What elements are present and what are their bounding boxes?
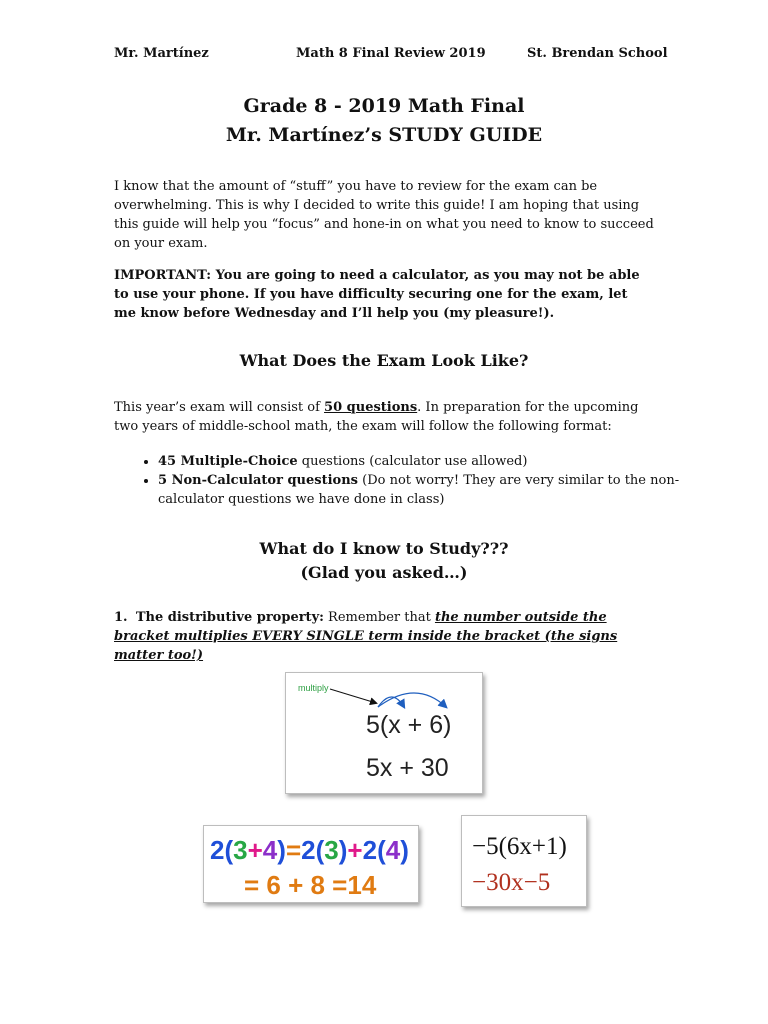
item1-number: 1. <box>114 610 128 625</box>
list-item-bold: 5 Non-Calculator questions <box>158 473 358 488</box>
result-text: 5x + 30 <box>366 754 449 782</box>
important-label: IMPORTANT: <box>114 268 212 283</box>
colorful-example-image <box>203 825 419 903</box>
list-item <box>158 471 698 509</box>
header-school: St. Brendan School <box>527 46 668 61</box>
distributive-figure-svg <box>286 673 482 793</box>
curved-arrow-icon <box>378 693 446 707</box>
expression-text: 5(x + 6) <box>366 711 452 739</box>
intro-paragraph: I know that the amount of “stuff” you have to review for the exam can be overwhelming. This is why I decided to write this guide! I am hoping that using this guide will help you “focus” and hone-in on what you need to know to succeed on your exam. <box>114 179 654 251</box>
exam-format-list <box>114 452 698 509</box>
multiply-annotation: multiply <box>298 683 329 693</box>
negative-result-text: −30x−5 <box>472 869 551 896</box>
negative-distribution-image <box>461 815 587 907</box>
header-course: Math 8 Final Review 2019 <box>296 46 486 61</box>
list-item-text: questions (calculator use allowed) <box>297 454 528 469</box>
colorful-line2: = 6 + 8 =14 <box>244 870 377 900</box>
page-subtitle: Mr. Martínez’s STUDY GUIDE <box>225 124 543 146</box>
exam-lead: This year’s exam will consist of <box>114 400 325 415</box>
negative-distribution-svg <box>462 816 586 906</box>
distributive-figure-image <box>285 672 483 794</box>
negative-expression-text: −5(6x+1) <box>472 833 567 860</box>
colorful-example-svg <box>204 826 418 902</box>
list-item-bold: 45 Multiple-Choice <box>158 454 298 469</box>
important-text: You are going to need a calculator, as you may not be able to use your phone. If you have difficulty securing one for the exam, let me know before Wednesday and I’ll help you (my pleasure!). <box>114 268 640 321</box>
header-author: Mr. Martínez <box>114 46 209 61</box>
item1-emphasis: the number outside the bracket multiplies EVERY SINGLE term inside the bracket (the signs matter too!) <box>114 610 618 663</box>
exam-question-count: 50 questions <box>324 400 418 415</box>
colorful-line1: 2(3+4)=2(3)+2(4) <box>210 835 409 865</box>
exam-paragraph <box>114 398 654 436</box>
exam-rest: . In preparation for the upcoming two years of middle-school math, the exam will follow the following format: <box>114 400 639 434</box>
item1-label: The distributive property: <box>135 610 324 625</box>
page-title: Grade 8 - 2019 Math Final <box>243 95 525 117</box>
item1-text: Remember that <box>323 610 435 625</box>
exam-heading: What Does the Exam Look Like? <box>239 351 529 370</box>
list-item <box>158 452 698 471</box>
annotation-arrow-icon <box>330 689 376 703</box>
important-paragraph <box>114 266 654 323</box>
study-subheading: (Glad you asked…) <box>300 563 468 582</box>
study-heading: What do I know to Study??? <box>259 539 509 558</box>
list-item-text: (Do not worry! They are very similar to the non-calculator questions we have done in class) <box>158 473 680 507</box>
item1-paragraph <box>114 608 654 665</box>
